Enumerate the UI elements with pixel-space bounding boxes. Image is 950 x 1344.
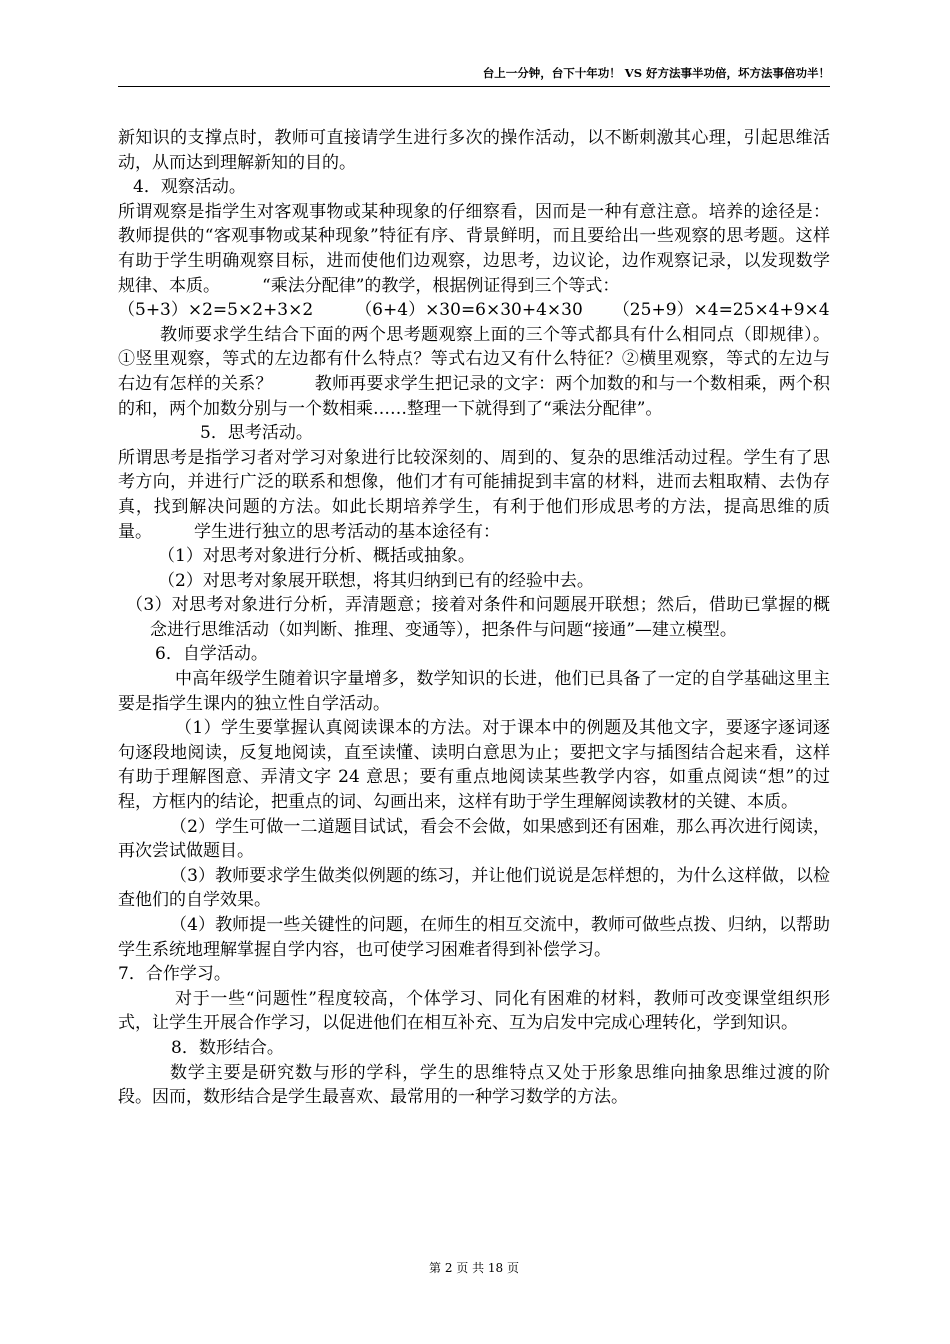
list-item: （1）对思考对象进行分析、概括或抽象。 (158, 546, 475, 567)
equations-row (118, 298, 830, 323)
page-body (118, 126, 830, 1110)
equation-3: （25+9）×4=25×4+9×4 (612, 300, 830, 321)
section-heading-selfstudy: 6．自学活动。 (155, 644, 268, 665)
section-heading-think: 5．思考活动。 (200, 423, 313, 444)
paragraph: 新知识的支撑点时，教师可直接请学生进行多次的操作活动，以不断刺激其心理，引起思维活动，从而达到理解新知的目的。 (118, 128, 830, 173)
paragraph: 所谓思考是指学习者对学习对象进行比较深刻的、周到的、复杂的思维活动过程。学生有了思考方向，并进行广泛的联系和想像，他们才有可能捕捉到丰富的材料，进而去粗取精、去伪存真，找到解决问题的方法。如此长期培养学生，有利于他们形成思考的方法，提高思维的质量。 学生进行独立的思考活动的基本途径有： (118, 447, 830, 542)
header-motto: 台上一分钟，台下十年功！ VS 好方法事半功倍，坏方法事倍功半！ (482, 66, 830, 80)
paragraph: 中高年级学生随着识字量增多，数学知识的长进，他们已具备了一定的自学基础这里主要是指学生课内的独立性自学活动。 (118, 669, 830, 714)
list-item: （3）对思考对象进行分析，弄清题意；接着对条件和问题展开联想；然后，借助已掌握的概念进行思维活动（如判断、推理、变通等），把条件与问题“接通”—建立模型。 (126, 595, 830, 640)
paragraph: （2）学生可做一二道题目试试，看会不会做，如果感到还有困难，那么再次进行阅读，再次尝试做题目。 (118, 816, 830, 862)
list-item: （2）对思考对象展开联想，将其归纳到已有的经验中去。 (158, 570, 594, 591)
paragraph: 教师要求学生结合下面的两个思考题观察上面的三个等式都具有什么相同点（即规律）。①竖里观察，等式的左边都有什么特点？等式右边又有什么特征？②横里观察，等式的左边与右边有怎样的关系？ 教师再要求学生把记录的文字：两个加数的和与一个数相乘，两个积的和，两个加数分别与一个数相乘……整理一下就得到了“乘法分配律”。 (118, 324, 831, 419)
paragraph: （4）教师提一些关键性的问题，在师生的相互交流中，教师可做些点拨、归纳，以帮助学生系统地理解掌握自学内容，也可使学习困难者得到补偿学习。 (118, 915, 830, 960)
section-heading-numshape: 8．数形结合。 (171, 1037, 284, 1058)
header-rule (118, 86, 830, 87)
paragraph: （1）学生要掌握认真阅读课本的方法。对于课本中的例题及其他文字，要逐字逐词逐句逐段地阅读，反复地阅读，直至读懂、读明白意思为止；要把文字与插图结合起来看，这样有助于理解图意、弄清文字 24 意思；要有重点地阅读某些教学内容，如重点阅读“想”的过程，方框内的结论，把重点的词、勾画出来，这样有助于学生理解阅读教材的关键、本质。 (118, 718, 830, 813)
page-number: 第 2 页 共 18 页 (429, 1261, 519, 1275)
section-heading-observe: 4．观察活动。 (133, 177, 246, 198)
paragraph: 所谓观察是指学生对客观事物或某种现象的仔细察看，因而是一种有意注意。培养的途径是：教师提供的“客观事物或某种现象”特征有序、背景鲜明，而且要给出一些观察的思考题。这样有助于学生明确观察目标，进而使他们边观察，边思考，边议论，边作观察记录，以发现数学规律、本质。 “乘法分配律”的教学，根据例证得到三个等式： (118, 201, 830, 296)
section-heading-cooperate: 7．合作学习。 (118, 964, 231, 985)
paragraph: （3）教师要求学生做类似例题的练习，并让他们说说是怎样想的，为什么这样做，以检查他们的自学效果。 (118, 865, 830, 911)
paragraph: 数学主要是研究数与形的学科，学生的思维特点又处于形象思维向抽象思维过渡的阶段。因而，数形结合是学生最喜欢、最常用的一种学习数学的方法。 (118, 1062, 830, 1108)
equation-1: （5+3）×2=5×2+3×2 (118, 300, 314, 321)
equation-2: （6+4）×30=6×30+4×30 (355, 300, 583, 321)
paragraph: 对于一些“问题性”程度较高，个体学习、同化有困难的材料，教师可改变课堂组织形式，让学生开展合作学习，以促进他们在相互补充、互为启发中完成心理转化，学到知识。 (118, 988, 830, 1034)
